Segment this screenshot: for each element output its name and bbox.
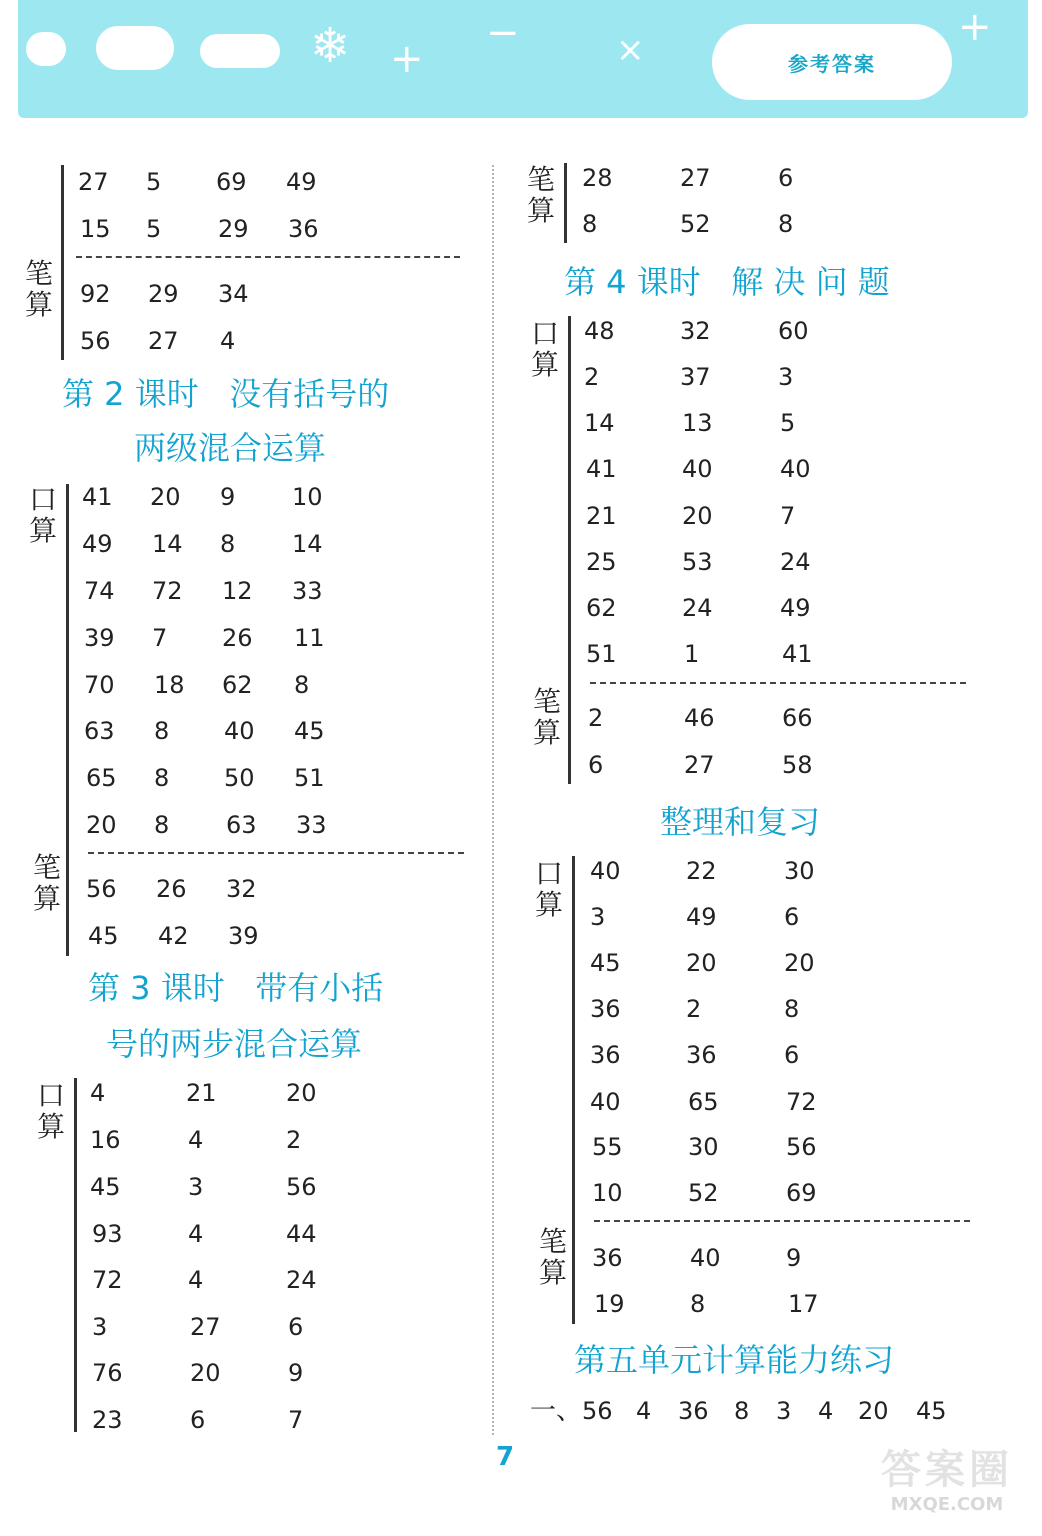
answer-value: 36 <box>592 1244 623 1272</box>
answer-value: 40 <box>590 857 621 885</box>
answer-value: 9 <box>220 483 236 511</box>
answer-value: 21 <box>586 502 617 530</box>
answer-value: 72 <box>92 1266 123 1294</box>
answer-value: 19 <box>594 1290 625 1318</box>
answer-value: 56 <box>786 1133 817 1161</box>
answer-value: 45 <box>916 1397 947 1425</box>
answer-value: 4 <box>188 1220 204 1248</box>
answer-value: 40 <box>682 455 713 483</box>
answer-value: 3 <box>776 1397 792 1425</box>
column-divider <box>492 165 494 1435</box>
answer-value: 49 <box>82 530 113 558</box>
dashed-separator <box>88 852 464 854</box>
answer-value: 2 <box>584 363 600 391</box>
cloud-icon <box>96 26 174 70</box>
answer-value: 76 <box>92 1359 123 1387</box>
answer-value: 14 <box>292 530 323 558</box>
answer-value: 4 <box>636 1397 652 1425</box>
plus-icon: + <box>958 4 992 50</box>
answer-value: 45 <box>294 717 325 745</box>
answer-value: 9 <box>288 1359 304 1387</box>
answer-value: 6 <box>784 903 800 931</box>
answer-value: 20 <box>682 502 713 530</box>
answer-value: 36 <box>686 1041 717 1069</box>
answer-value: 72 <box>152 577 183 605</box>
answer-value: 20 <box>190 1359 221 1387</box>
answer-value: 52 <box>688 1179 719 1207</box>
answer-value: 52 <box>680 210 711 238</box>
answer-value: 6 <box>190 1406 206 1434</box>
dashed-separator <box>594 1220 970 1222</box>
answer-value: 93 <box>92 1220 123 1248</box>
bisuan-label: 笔 算 <box>532 685 561 749</box>
answer-value: 23 <box>92 1406 123 1434</box>
bracket-line <box>568 316 571 784</box>
answer-value: 20 <box>150 483 181 511</box>
answer-value: 53 <box>682 548 713 576</box>
answer-value: 20 <box>286 1079 317 1107</box>
answer-value: 74 <box>84 577 115 605</box>
answer-value: 30 <box>688 1133 719 1161</box>
answer-value: 72 <box>786 1088 817 1116</box>
answer-value: 36 <box>288 215 319 243</box>
answer-value: 16 <box>90 1126 121 1154</box>
answer-value: 36 <box>590 1041 621 1069</box>
answer-value: 24 <box>780 548 811 576</box>
answer-value: 8 <box>690 1290 706 1318</box>
answer-value: 56 <box>86 875 117 903</box>
answer-value: 10 <box>292 483 323 511</box>
answer-value: 46 <box>684 704 715 732</box>
answer-value: 8 <box>784 995 800 1023</box>
answer-value: 63 <box>226 811 257 839</box>
bracket-line <box>61 165 64 360</box>
watermark-logo <box>862 1446 1032 1526</box>
kousuan-label: 口 算 <box>534 857 563 921</box>
answer-value: 39 <box>228 922 259 950</box>
answer-value: 32 <box>680 317 711 345</box>
answer-value: 49 <box>286 168 317 196</box>
answer-value: 7 <box>288 1406 304 1434</box>
answer-value: 45 <box>590 949 621 977</box>
answer-value: 8 <box>734 1397 750 1425</box>
answer-value: 51 <box>586 640 617 668</box>
answer-value: 8 <box>154 717 170 745</box>
answer-value: 40 <box>590 1088 621 1116</box>
answer-value: 40 <box>690 1244 721 1272</box>
section-title: 第 4 课时 解 决 问 题 <box>564 263 890 301</box>
answer-value: 27 <box>78 168 109 196</box>
answer-value: 9 <box>786 1244 802 1272</box>
answer-value: 62 <box>222 671 253 699</box>
section-title: 第 2 课时 没有括号的 <box>62 375 390 413</box>
answer-value: 13 <box>682 409 713 437</box>
answer-value: 5 <box>780 409 796 437</box>
kousuan-label: 口 算 <box>28 483 57 547</box>
answer-value: 5 <box>146 168 162 196</box>
answer-value: 21 <box>186 1079 217 1107</box>
answer-value: 18 <box>154 671 185 699</box>
answers-label: 参考答案 <box>712 24 952 100</box>
answer-value: 33 <box>292 577 323 605</box>
answer-value: 55 <box>592 1133 623 1161</box>
question-number: 一、 <box>530 1396 583 1426</box>
answer-value: 39 <box>84 624 115 652</box>
answer-value: 7 <box>152 624 168 652</box>
answer-value: 6 <box>588 751 604 779</box>
answer-value: 45 <box>90 1173 121 1201</box>
bisuan-label: 笔 算 <box>526 163 555 227</box>
watermark-text: 答案圈 <box>881 1447 1013 1493</box>
answer-value: 2 <box>686 995 702 1023</box>
bisuan-label: 笔 算 <box>24 257 53 321</box>
answer-value: 2 <box>286 1126 302 1154</box>
answer-value: 65 <box>688 1088 719 1116</box>
answer-value: 8 <box>294 671 310 699</box>
answer-value: 36 <box>590 995 621 1023</box>
answer-value: 5 <box>146 215 162 243</box>
dashed-separator <box>590 682 966 684</box>
answer-value: 27 <box>684 751 715 779</box>
answer-value: 10 <box>592 1179 623 1207</box>
bisuan-label: 笔 算 <box>32 851 61 915</box>
answer-value: 56 <box>286 1173 317 1201</box>
answer-value: 69 <box>216 168 247 196</box>
answer-value: 20 <box>784 949 815 977</box>
snowflake-icon: ❄ <box>310 18 351 74</box>
answer-value: 24 <box>286 1266 317 1294</box>
answer-value: 69 <box>786 1179 817 1207</box>
answer-value: 26 <box>156 875 187 903</box>
answer-value: 3 <box>778 363 794 391</box>
answer-value: 20 <box>858 1397 889 1425</box>
bisuan-label: 笔 算 <box>538 1225 567 1289</box>
answer-value: 44 <box>286 1220 317 1248</box>
answer-value: 8 <box>778 210 794 238</box>
page-number: 7 <box>496 1442 515 1472</box>
minus-icon: − <box>486 10 520 56</box>
answer-value: 40 <box>224 717 255 745</box>
answer-value: 29 <box>218 215 249 243</box>
bracket-line <box>74 1078 77 1432</box>
answer-value: 20 <box>686 949 717 977</box>
plus-icon: + <box>390 36 424 82</box>
section-title: 两级混合运算 <box>134 429 327 467</box>
section-title: 第五单元计算能力练习 <box>574 1341 895 1379</box>
answer-value: 30 <box>784 857 815 885</box>
answer-value: 56 <box>582 1397 613 1425</box>
answer-value: 41 <box>586 455 617 483</box>
answer-value: 15 <box>80 215 111 243</box>
header-banner <box>18 0 1028 118</box>
answer-value: 4 <box>220 327 236 355</box>
bracket-line <box>572 856 575 1324</box>
answer-value: 4 <box>818 1397 834 1425</box>
kousuan-label: 口 算 <box>36 1079 65 1143</box>
answer-value: 1 <box>684 640 700 668</box>
answer-value: 20 <box>86 811 117 839</box>
answer-value: 4 <box>90 1079 106 1107</box>
answer-value: 25 <box>586 548 617 576</box>
answer-value: 6 <box>288 1313 304 1341</box>
dashed-separator <box>76 256 460 258</box>
answer-value: 27 <box>148 327 179 355</box>
answer-value: 40 <box>780 455 811 483</box>
answer-value: 4 <box>188 1266 204 1294</box>
answer-value: 36 <box>678 1397 709 1425</box>
answer-value: 49 <box>686 903 717 931</box>
answer-value: 27 <box>190 1313 221 1341</box>
answer-value: 8 <box>582 210 598 238</box>
answer-value: 50 <box>224 764 255 792</box>
answer-value: 6 <box>784 1041 800 1069</box>
answer-value: 3 <box>188 1173 204 1201</box>
answer-value: 26 <box>222 624 253 652</box>
answer-value: 51 <box>294 764 325 792</box>
answer-value: 29 <box>148 280 179 308</box>
answer-value: 60 <box>778 317 809 345</box>
kousuan-label: 口 算 <box>530 317 559 381</box>
answer-value: 6 <box>778 164 794 192</box>
answer-value: 12 <box>222 577 253 605</box>
answer-value: 22 <box>686 857 717 885</box>
answer-value: 27 <box>680 164 711 192</box>
answer-value: 66 <box>782 704 813 732</box>
section-title: 整理和复习 <box>660 803 821 841</box>
answer-value: 8 <box>154 764 170 792</box>
answer-value: 8 <box>220 530 236 558</box>
watermark-url: MXQE.COM <box>890 1494 1004 1515</box>
answer-value: 56 <box>80 327 111 355</box>
answer-value: 32 <box>226 875 257 903</box>
section-title: 号的两步混合运算 <box>106 1025 363 1063</box>
section-title: 第 3 课时 带有小括 <box>88 969 384 1007</box>
answer-value: 33 <box>296 811 327 839</box>
answer-value: 34 <box>218 280 249 308</box>
answer-value: 2 <box>588 704 604 732</box>
answer-value: 17 <box>788 1290 819 1318</box>
answer-value: 14 <box>152 530 183 558</box>
answer-value: 37 <box>680 363 711 391</box>
answer-value: 11 <box>294 624 325 652</box>
answer-value: 14 <box>584 409 615 437</box>
bracket-line <box>564 163 567 243</box>
answer-value: 28 <box>582 164 613 192</box>
answer-value: 70 <box>84 671 115 699</box>
answer-value: 62 <box>586 594 617 622</box>
times-icon: × <box>616 30 645 70</box>
answer-value: 42 <box>158 922 189 950</box>
answer-value: 65 <box>86 764 117 792</box>
answer-value: 8 <box>154 811 170 839</box>
answer-value: 3 <box>92 1313 108 1341</box>
answer-value: 49 <box>780 594 811 622</box>
answer-value: 41 <box>782 640 813 668</box>
answer-value: 58 <box>782 751 813 779</box>
answer-value: 45 <box>88 922 119 950</box>
rain-cloud-icon <box>200 34 280 68</box>
answer-value: 92 <box>80 280 111 308</box>
answer-value: 3 <box>590 903 606 931</box>
answer-value: 41 <box>82 483 113 511</box>
answer-value: 4 <box>188 1126 204 1154</box>
answer-value: 48 <box>584 317 615 345</box>
bracket-line <box>66 484 69 956</box>
cloud-icon <box>26 32 66 66</box>
answer-value: 24 <box>682 594 713 622</box>
answer-value: 7 <box>780 502 796 530</box>
answer-value: 63 <box>84 717 115 745</box>
